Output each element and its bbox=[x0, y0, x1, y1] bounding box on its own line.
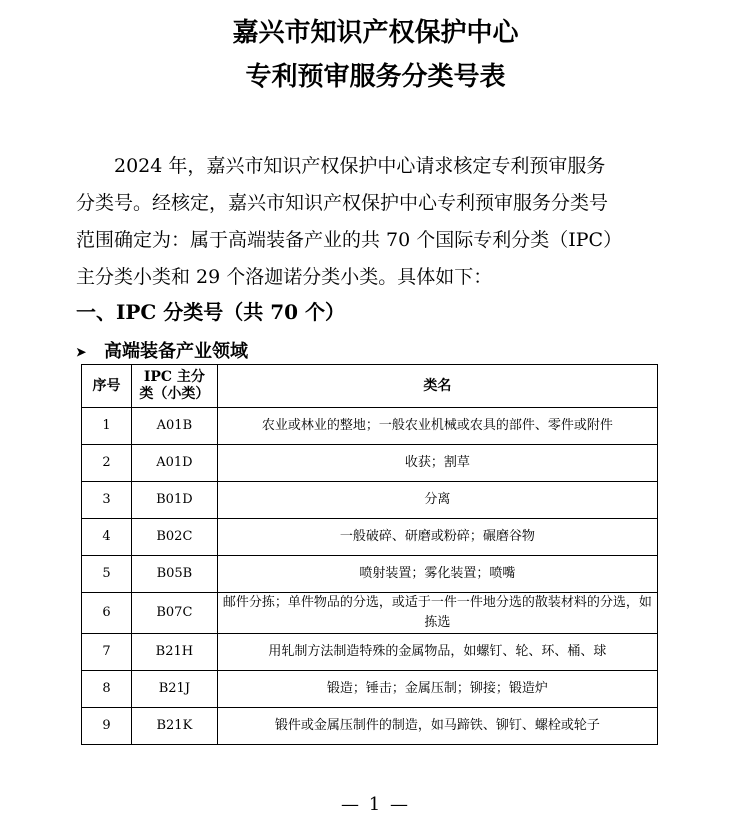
header-ipc: IPC 主分 类（小类） bbox=[131, 365, 217, 408]
section-heading: 一、IPC 分类号（共 70 个） bbox=[76, 300, 346, 324]
cell-ipc-code: B21H bbox=[131, 634, 217, 671]
cell-index: 9 bbox=[82, 708, 132, 745]
cell-class-name: 一般破碎、研磨或粉碎；碾磨谷物 bbox=[217, 519, 657, 556]
cell-class-name: 邮件分拣；单件物品的分选，或适于一件一件地分选的散装材料的分选，如拣选 bbox=[217, 593, 657, 634]
ipc-classification-table bbox=[81, 364, 658, 745]
cell-index: 2 bbox=[82, 445, 132, 482]
table-row bbox=[82, 445, 658, 482]
cell-class-name: 分离 bbox=[217, 482, 657, 519]
paragraph-line: 主分类小类和 29 个洛迦诺分类小类。具体如下： bbox=[76, 266, 493, 288]
cell-ipc-code: B02C bbox=[131, 519, 217, 556]
cell-class-name: 锻件或金属压制件的制造，如马蹄铁、铆钉、螺栓或轮子 bbox=[217, 708, 657, 745]
table-row bbox=[82, 708, 658, 745]
table-row bbox=[82, 634, 658, 671]
paragraph-line: 2024 年，嘉兴市知识产权保护中心请求核定专利预审服务 bbox=[114, 155, 606, 177]
cell-ipc-code: A01D bbox=[131, 445, 217, 482]
subsection-heading-row bbox=[76, 339, 248, 365]
header-index: 序号 bbox=[82, 365, 132, 408]
cell-class-name: 锻造；锤击；金属压制；铆接；锻造炉 bbox=[217, 671, 657, 708]
cell-index: 3 bbox=[82, 482, 132, 519]
subsection-heading: 高端装备产业领域 bbox=[104, 341, 248, 362]
page-number: — 1 — bbox=[341, 794, 410, 815]
cell-ipc-code: B07C bbox=[131, 593, 217, 634]
table-row bbox=[82, 519, 658, 556]
cell-index: 8 bbox=[82, 671, 132, 708]
paragraph-line: 范围确定为：属于高端装备产业的共 70 个国际专利分类（IPC） bbox=[76, 229, 623, 251]
header-class-name: 类名 bbox=[217, 365, 657, 408]
cell-ipc-code: B21K bbox=[131, 708, 217, 745]
cell-ipc-code: B01D bbox=[131, 482, 217, 519]
cell-class-name: 喷射装置；雾化装置；喷嘴 bbox=[217, 556, 657, 593]
document-title: 嘉兴市知识产权保护中心 bbox=[232, 18, 519, 48]
cell-class-name: 农业或林业的整地；一般农业机械或农具的部件、零件或附件 bbox=[217, 408, 657, 445]
cell-index: 1 bbox=[82, 408, 132, 445]
cell-index: 5 bbox=[82, 556, 132, 593]
cell-ipc-code: B05B bbox=[131, 556, 217, 593]
cell-class-name: 收获；割草 bbox=[217, 445, 657, 482]
paragraph-line: 分类号。经核定，嘉兴市知识产权保护中心专利预审服务分类号 bbox=[76, 192, 609, 214]
document-subtitle: 专利预审服务分类号表 bbox=[245, 62, 506, 92]
cell-index: 7 bbox=[82, 634, 132, 671]
table-row bbox=[82, 593, 658, 634]
cell-index: 6 bbox=[82, 593, 132, 634]
table-row bbox=[82, 671, 658, 708]
table-row bbox=[82, 408, 658, 445]
intro-paragraph bbox=[76, 148, 666, 296]
cell-index: 4 bbox=[82, 519, 132, 556]
table-row bbox=[82, 556, 658, 593]
bullet-arrow-icon: ➤ bbox=[76, 345, 87, 359]
table-row bbox=[82, 482, 658, 519]
table-header-row bbox=[82, 365, 658, 408]
cell-class-name: 用轧制方法制造特殊的金属物品，如螺钉、轮、环、桶、球 bbox=[217, 634, 657, 671]
cell-ipc-code: B21J bbox=[131, 671, 217, 708]
cell-ipc-code: A01B bbox=[131, 408, 217, 445]
